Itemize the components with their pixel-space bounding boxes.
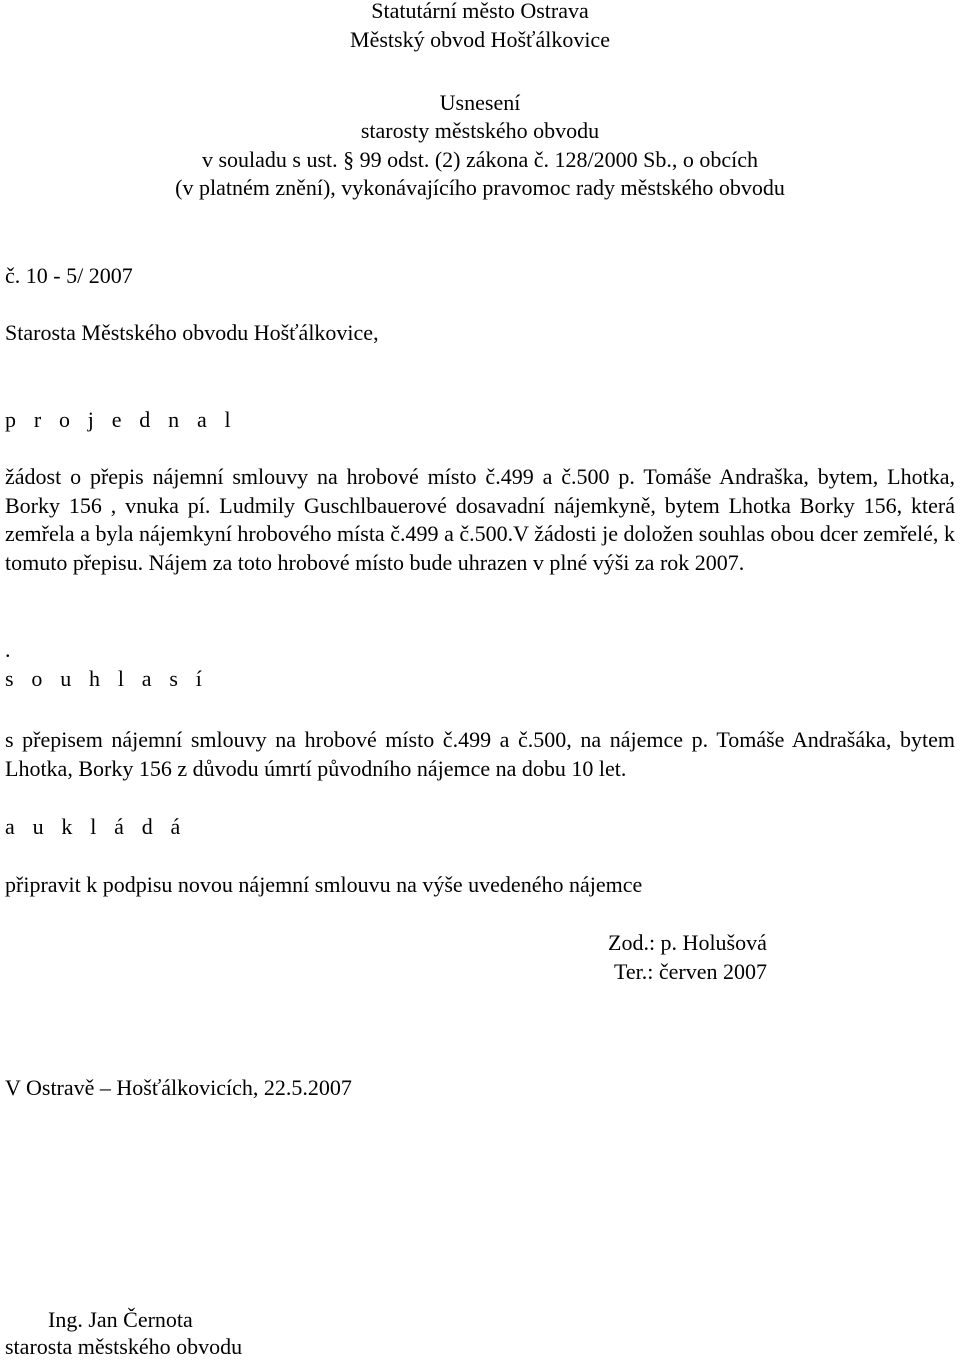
issuer-line: Starosta Městského obvodu Hošťálkovice, <box>5 320 379 345</box>
signatory-name: Ing. Jan Černota <box>48 1307 193 1332</box>
section-heading-discussed: p r o j e d n a l <box>5 407 237 432</box>
resolution-title: Usnesení <box>439 90 521 115</box>
section-heading-agrees: s o u h l a s í <box>5 666 209 691</box>
place-and-date: V Ostravě – Hošťálkovicích, 22.5.2007 <box>5 1075 352 1100</box>
district-name: Městský obvod Hošťálkovice <box>350 27 610 52</box>
resolution-number: č. 10 - 5/ 2007 <box>5 263 133 288</box>
section-text-discussed: žádost o přepis nájemní smlouvy na hrobové místo č.499 a č.500 p. Tomáše Andraška, bytem, Lhotka, Borky 156 , vnuka pí. Ludmily Guschlbauerové dosavadní nájemkyně, bytem Lhotka Borky 156, která zemřela a byla nájemkyní hrobového místa č.499 a č.500.V žádosti je doložen souhlas obou dcer zemřelé, k tomuto přepisu. Nájem za toto hrobové místo bude uhrazen v plné výši za rok 2007. <box>5 464 955 575</box>
section-text-agrees: s přepisem nájemní smlouvy na hrobové místo č.499 a č.500, na nájemce p. Tomáše Andrašáka, bytem Lhotka, Borky 156 z důvodu úmrtí původního nájemce na dobu 10 let. <box>5 727 955 781</box>
responsible-person: Zod.: p. Holušová <box>608 930 767 955</box>
section-heading-orders: a u k l á d á <box>5 814 187 839</box>
separator-dot: . <box>5 637 11 662</box>
signatory-role: starosta městského obvodu <box>5 1334 243 1359</box>
deadline: Ter.: červen 2007 <box>614 959 768 984</box>
section-text-orders: připravit k podpisu novou nájemní smlouvu na výše uvedeného nájemce <box>5 872 643 897</box>
legal-basis-line-2: (v platném znění), vykonávajícího pravomoc rady městského obvodu <box>175 175 785 200</box>
city-name: Statutární město Ostrava <box>371 0 589 23</box>
resolution-subtitle: starosty městského obvodu <box>360 118 600 143</box>
legal-basis-line: v souladu s ust. § 99 odst. (2) zákona č. 128/2000 Sb., o obcích <box>201 147 759 172</box>
